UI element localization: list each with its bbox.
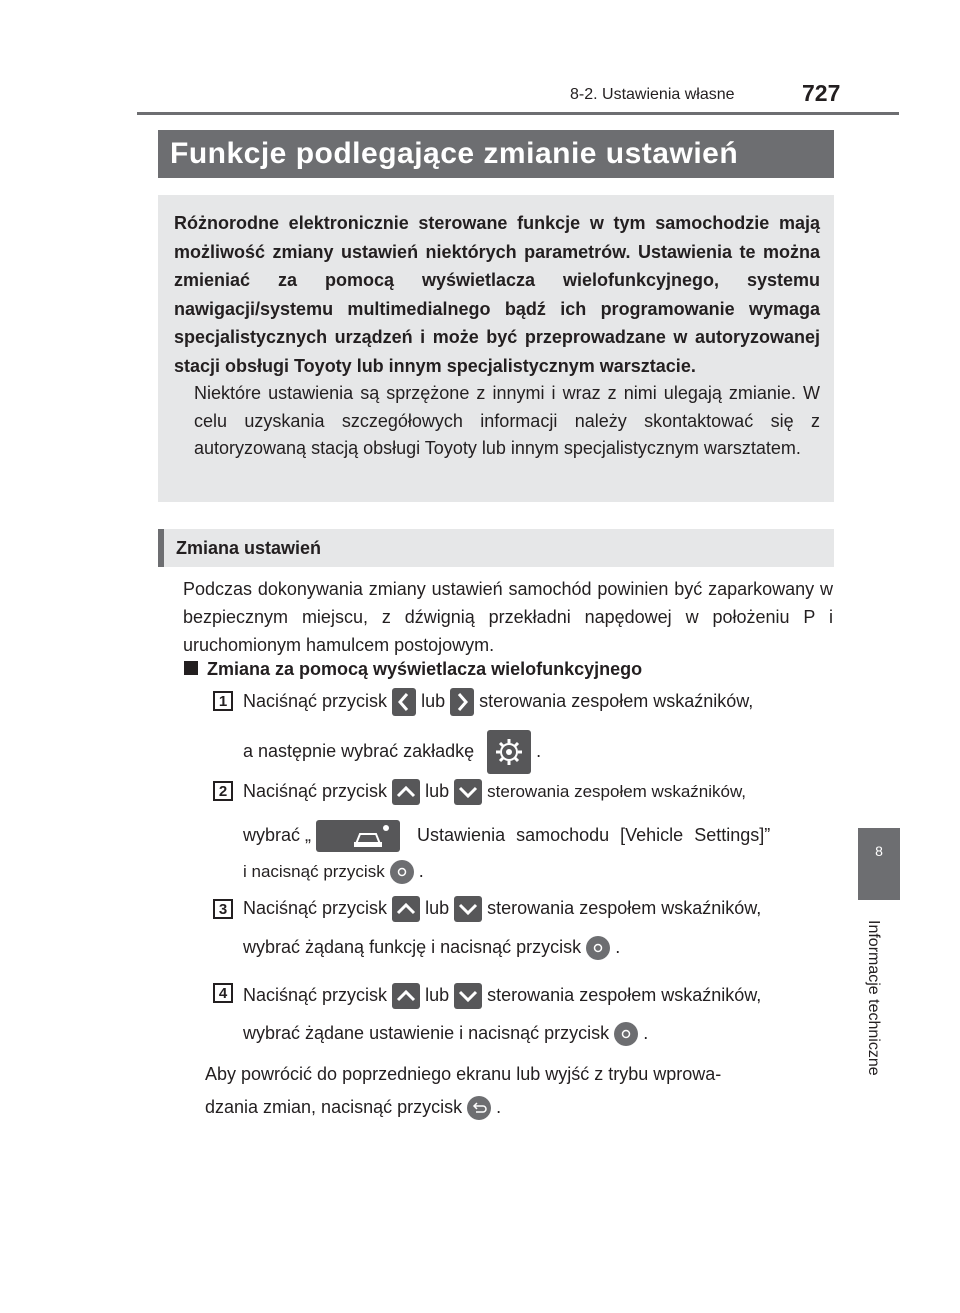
intro-text: Różnorodne elektronicznie sterowane funkcje w tym samochodzie mają możliwość zmiany ustawień niektórych parametrów. Ustawienia te można zmieniać za pomocą wyświetlacza wielofunkcyjnego, systemu nawigacji/systemu multimedialnego bądź ich programowanie wymaga specjalistycznych urządzeń i może być przeprowadzane w autoryzowanej stacji obsługi Toyoty lub innym specjalistycznym warsztacie. xyxy=(174,213,820,376)
step-text: sterowania zespołem wskaźników, xyxy=(487,897,762,918)
back-button-icon xyxy=(467,1096,491,1120)
step-text: lub xyxy=(421,690,446,711)
step-text: lub xyxy=(425,897,450,918)
step-text: wybrać „ xyxy=(243,824,312,845)
step-text: dzania zmian, nacisnąć przycisk xyxy=(205,1096,463,1117)
square-bullet-icon xyxy=(184,661,198,675)
step-text: Naciśnąć przycisk xyxy=(243,984,388,1005)
step-text: lub xyxy=(425,984,450,1005)
chevron-right-icon xyxy=(450,688,474,716)
step-number-1: 1 xyxy=(213,691,233,711)
intro-box xyxy=(158,195,834,502)
subsection-title: Zmiana ustawień xyxy=(158,529,834,567)
chevron-up-icon xyxy=(392,896,420,922)
step-1-line-1 xyxy=(243,688,753,716)
step-text: Ustawienia samochodu [Vehicle Settings]” xyxy=(417,824,771,845)
bullet-heading-text: Zmiana za pomocą wyświetlacza wielofunkcyjnego xyxy=(207,659,643,679)
page-number: 727 xyxy=(802,80,841,106)
step-4-line-1 xyxy=(243,983,761,1009)
step-3-line-1 xyxy=(243,896,761,922)
return-note-line-2 xyxy=(205,1096,501,1120)
step-2-line-1 xyxy=(243,779,746,805)
step-text: i nacisnąć przycisk xyxy=(243,861,385,881)
return-note-line-1: Aby powrócić do poprzedniego ekranu lub wyjść z trybu wprowa- xyxy=(205,1064,722,1084)
step-text: . xyxy=(615,936,621,957)
vehicle-settings-icon xyxy=(316,820,400,852)
step-number-3: 3 xyxy=(213,899,233,919)
chevron-up-icon xyxy=(392,983,420,1009)
step-1-line-2 xyxy=(243,730,541,774)
chapter-tab: 8 xyxy=(858,828,900,900)
gear-tab-icon xyxy=(487,730,531,774)
subsection-paragraph: Podczas dokonywania zmiany ustawień samochód powinien być zaparkowany w bezpiecznym miejscu, z dźwignią przekładni napędowej w położeniu P i uruchomionym hamulcem postojowym. xyxy=(183,579,833,655)
step-text: . xyxy=(496,1096,502,1117)
step-3-line-2 xyxy=(243,936,620,960)
step-text: Naciśnąć przycisk xyxy=(243,897,388,918)
step-text: wybrać żądaną funkcję i nacisnąć przycisk xyxy=(243,936,582,957)
step-text: Naciśnąć przycisk xyxy=(243,690,388,711)
bullet-heading xyxy=(184,659,642,680)
chevron-down-icon xyxy=(454,779,482,805)
header-divider xyxy=(137,112,899,115)
step-2-line-3 xyxy=(243,860,424,884)
step-4-line-2 xyxy=(243,1022,648,1046)
header-section-title: 8-2. Ustawienia własne xyxy=(570,86,735,103)
step-number-2: 2 xyxy=(213,781,233,801)
chapter-title: Informacje techniczne xyxy=(865,920,882,1076)
chevron-down-icon xyxy=(454,983,482,1009)
step-text: sterowania zespołem wskaźników, xyxy=(487,781,747,801)
chevron-down-icon xyxy=(454,896,482,922)
step-text: sterowania zespołem wskaźników, xyxy=(487,984,762,1005)
ok-button-icon xyxy=(390,860,414,884)
step-text: lub xyxy=(425,780,450,801)
intro-note: Niektóre ustawienia są sprzężone z innymi i wraz z nimi ulegają zmianie. W celu uzyskania szczegółowych informacji należy skontaktować się z autoryzowaną stacją obsługi Toyoty lub innym specjalistycznym warsztatem. xyxy=(194,383,820,458)
step-text: sterowania zespołem wskaźników, xyxy=(479,690,754,711)
chevron-left-icon xyxy=(392,688,416,716)
step-text: . xyxy=(643,1022,649,1043)
chevron-up-icon xyxy=(392,779,420,805)
step-text: wybrać żądane ustawienie i nacisnąć przycisk xyxy=(243,1022,610,1043)
ok-button-icon xyxy=(586,936,610,960)
step-text: . xyxy=(418,860,424,881)
step-text: Naciśnąć przycisk xyxy=(243,780,388,801)
page-title: Funkcje podlegające zmianie ustawień xyxy=(158,130,834,178)
ok-button-icon xyxy=(614,1022,638,1046)
step-text: a następnie wybrać zakładkę xyxy=(243,740,475,761)
step-2-line-2 xyxy=(243,820,770,852)
step-text: . xyxy=(536,740,542,761)
step-number-4: 4 xyxy=(213,983,233,1003)
